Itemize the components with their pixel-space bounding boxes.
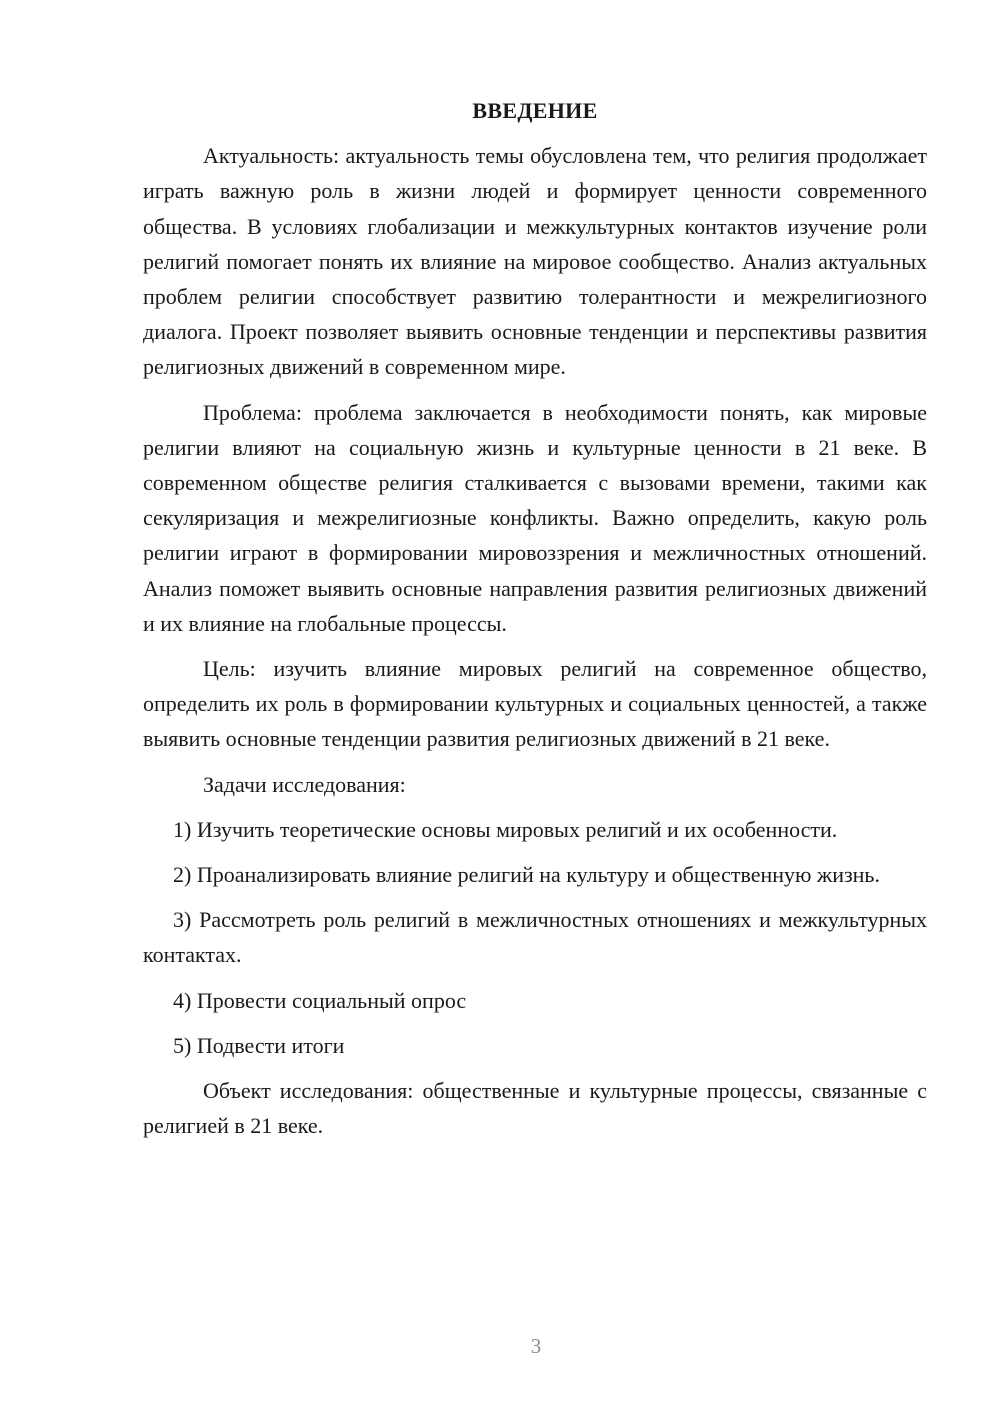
goal-paragraph: Цель: изучить влияние мировых религий на современное общество, определить их роль в формировании культурных и социальных ценностей, а также выявить основные тенденции развития религиозных движений в 21 веке. xyxy=(143,656,927,752)
task-item-1: 1) Изучить теоретические основы мировых религий и их особенности. xyxy=(173,816,838,842)
page-number: 3 xyxy=(530,1334,542,1358)
task-item-5: 5) Подвести итоги xyxy=(173,1032,345,1058)
tasks-title: Задачи исследования: xyxy=(203,771,406,797)
relevance-paragraph: Актуальность: актуальность темы обусловлена тем, что религия продолжает играть важную роль в жизни людей и формирует ценности современного общества. В условиях глобализации и межкультурных контактов изучение роли религий помогает понять их влияние на мировое сообщество. Анализ актуальных проблем религии способствует развитию толерантности и межрелигиозного диалога. Проект позволяет выявить основные тенденции и перспективы развития религиозных движений в современном мире. xyxy=(143,143,927,380)
object-paragraph: Объект исследования: общественные и культурные процессы, связанные с религией в 21 веке. xyxy=(143,1078,927,1139)
problem-paragraph: Проблема: проблема заключается в необходимости понять, как мировые религии влияют на социальную жизнь и культурные ценности в 21 веке. В современном обществе религия сталкивается с вызовами времени, такими как секуляризация и межрелигиозные конфликты. Важно определить, какую роль религии играют в формировании мировоззрения и межличностных отношений. Анализ поможет выявить основные направления развития религиозных движений и их влияние на глобальные процессы. xyxy=(143,399,927,636)
task-item-2: 2) Проанализировать влияние религий на культуру и общественную жизнь. xyxy=(173,862,880,888)
task-item-3: 3) Рассмотреть роль религий в межличностных отношениях и межкультурных контактах. xyxy=(143,907,927,968)
task-item-4: 4) Провести социальный опрос xyxy=(173,987,467,1013)
page-content xyxy=(143,93,927,1153)
page-title: ВВЕДЕНИЕ xyxy=(472,98,598,123)
